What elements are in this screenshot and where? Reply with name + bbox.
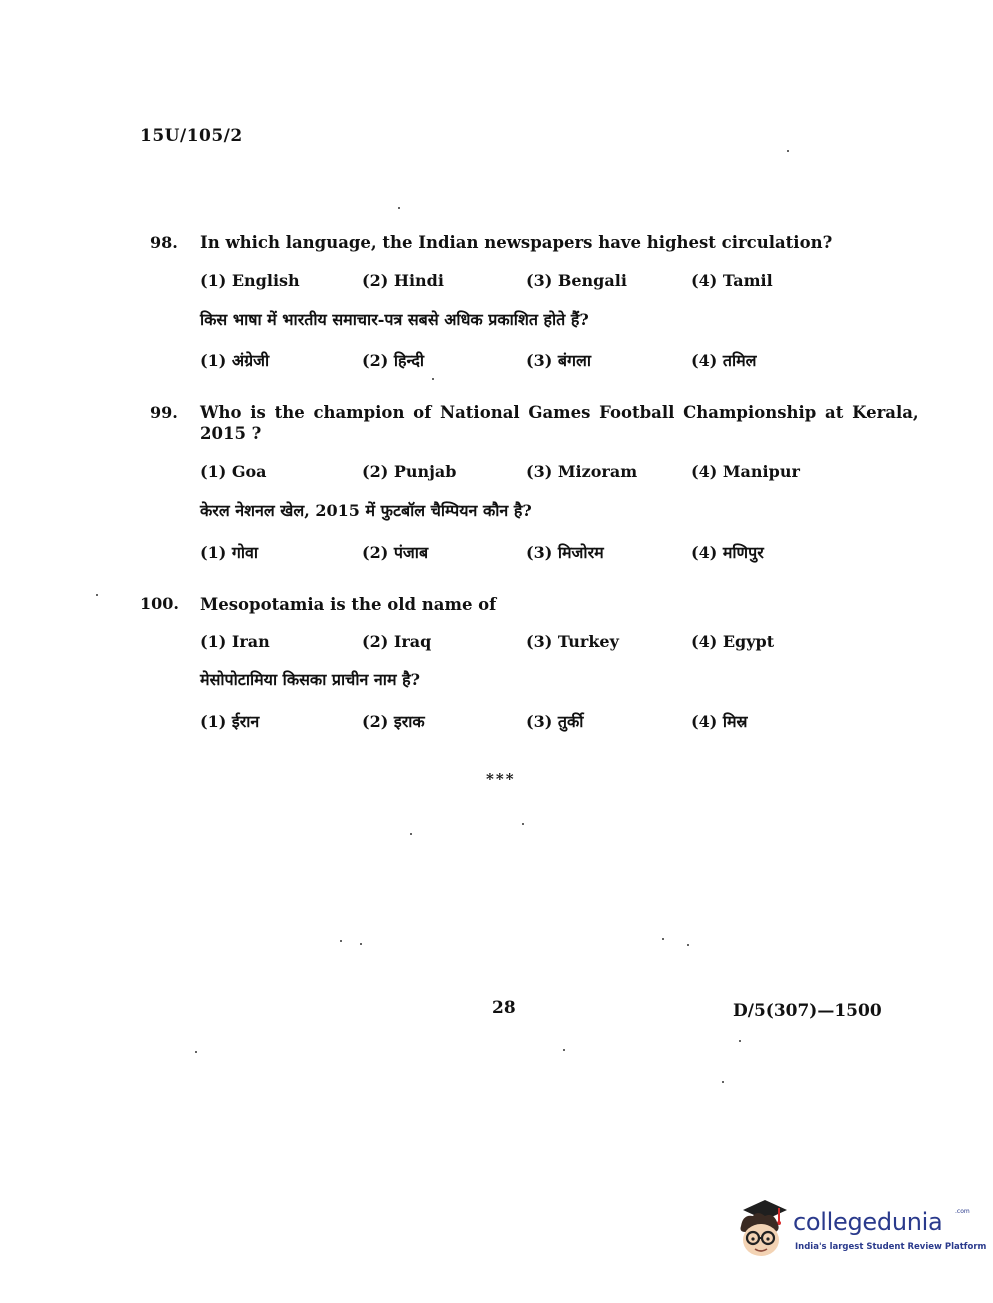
option-4-hindi: (4) तमिल — [691, 351, 757, 370]
footer-code: D/5(307)—1500 — [733, 1001, 882, 1021]
scan-speck — [432, 378, 434, 380]
option-1-hindi: (1) अंग्रेजी — [200, 351, 270, 370]
paper-code: 15U/105/2 — [140, 126, 243, 146]
option-2: (2) Iraq — [362, 632, 432, 651]
option-3-hindi: (3) बंगला — [526, 351, 591, 370]
question-text-hindi: किस भाषा में भारतीय समाचार-पत्र सबसे अधिक प्रकाशित होते हैं? — [200, 310, 589, 329]
scan-speck — [195, 1051, 197, 1053]
option-4: (4) Tamil — [691, 271, 773, 290]
option-3-hindi: (3) मिजोरम — [526, 543, 604, 562]
scan-speck — [522, 823, 524, 825]
scan-speck — [662, 938, 664, 940]
question-text-line-2: 2015 ? — [200, 424, 262, 443]
option-1: (1) Iran — [200, 632, 270, 651]
option-3: (3) Mizoram — [526, 462, 638, 481]
option-4: (4) Manipur — [691, 462, 800, 481]
option-2-hindi: (2) पंजाब — [362, 543, 429, 562]
question-number: 100. — [140, 594, 179, 613]
scan-speck — [722, 1081, 724, 1083]
end-marker: *** — [486, 770, 516, 788]
scan-speck — [563, 1049, 565, 1051]
option-1-hindi: (1) गोवा — [200, 543, 259, 562]
option-2: (2) Hindi — [362, 271, 444, 290]
option-2-hindi: (2) हिन्दी — [362, 351, 425, 370]
scan-speck — [96, 594, 98, 596]
question-text-hindi: केरल नेशनल खेल, 2015 में फुटबॉल चैम्पियन कौन है? — [200, 501, 532, 520]
option-1: (1) Goa — [200, 462, 267, 481]
scan-speck — [410, 833, 412, 835]
scan-speck — [360, 943, 362, 945]
option-3: (3) Turkey — [526, 632, 619, 651]
brand-tagline: India's largest Student Review Platform — [795, 1242, 987, 1252]
brand-suffix: .com — [955, 1208, 970, 1215]
scan-speck — [340, 940, 342, 942]
question-text-line-1: Who is the champion of National Games Football Championship at Kerala, — [200, 403, 919, 422]
scan-speck — [787, 150, 789, 152]
page-number: 28 — [492, 998, 516, 1018]
option-3-hindi: (3) तुर्की — [526, 712, 584, 731]
option-2-hindi: (2) इराक — [362, 712, 425, 731]
question-number: 99. — [150, 403, 178, 422]
option-1: (1) English — [200, 271, 300, 290]
collegedunia-watermark — [735, 1196, 987, 1266]
option-4-hindi: (4) मिस्र — [691, 712, 748, 731]
mascot-icon — [735, 1196, 791, 1260]
scan-speck — [739, 1040, 741, 1042]
option-2: (2) Punjab — [362, 462, 457, 481]
question-text-hindi: मेसोपोटामिया किसका प्राचीन नाम है? — [200, 670, 420, 689]
option-3: (3) Bengali — [526, 271, 627, 290]
question-text: In which language, the Indian newspapers have highest circulation? — [200, 233, 833, 252]
option-1-hindi: (1) ईरान — [200, 712, 260, 731]
option-4-hindi: (4) मणिपुर — [691, 543, 764, 562]
scan-speck — [687, 944, 689, 946]
option-4: (4) Egypt — [691, 632, 775, 651]
scan-speck — [398, 207, 400, 209]
question-number: 98. — [150, 233, 178, 252]
brand-name: collegedunia — [793, 1208, 943, 1236]
question-text: Mesopotamia is the old name of — [200, 595, 497, 614]
